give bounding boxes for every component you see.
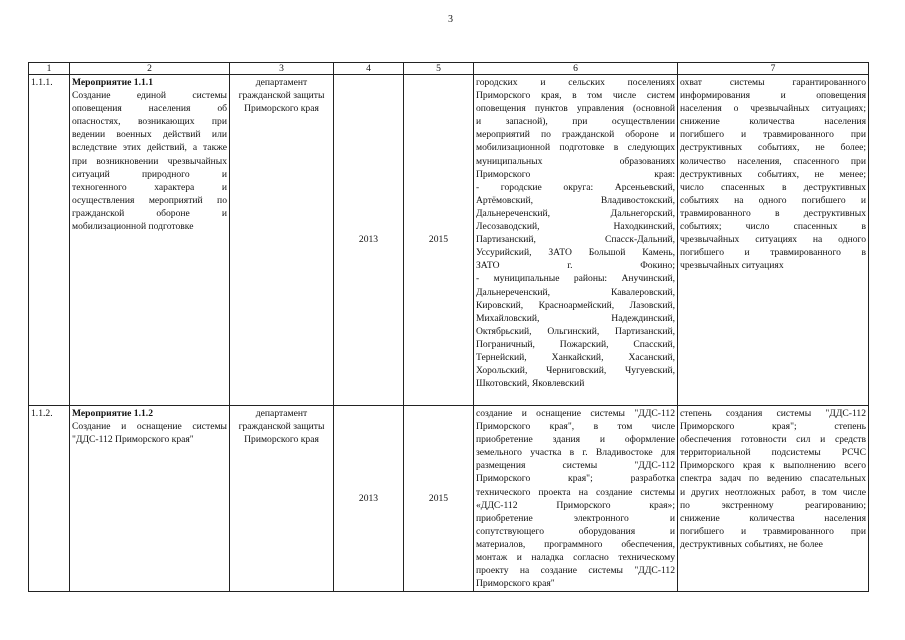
text-line: Приморского края к выполнению всего [680, 460, 866, 472]
content-cell [474, 406, 678, 592]
text-line: Дальнереченский, Кавалеровский, [476, 286, 675, 298]
text-line: муниципальных образованиях [476, 155, 675, 167]
header-cell-4: 4 [334, 63, 404, 75]
text-line: информирования и оповещения [680, 90, 866, 102]
text-line: деструктивных событиях, не менее; [680, 168, 866, 180]
text-line: материалов, программного обеспечения, [476, 538, 675, 550]
header-cell-3: 3 [230, 63, 334, 75]
text-line: мобилизационной подготовке [72, 221, 194, 233]
content-text [476, 76, 675, 390]
table-row [29, 75, 869, 406]
text-line: ситуаций природного и [72, 168, 227, 180]
measure-text [72, 420, 227, 446]
text-line: Пограничный, Пожарский, Спасский, [476, 338, 675, 350]
text-line: техногенного характера и [72, 181, 227, 193]
text-line: Приморского края: [476, 168, 675, 180]
result-cell [678, 406, 869, 592]
text-line: Лесозаводский, Находкинский, [476, 221, 675, 233]
text-line: сопутствующего оборудования и [476, 525, 675, 537]
text-line: приобретение электронного и [476, 512, 675, 524]
text-line: ЗАТО г. Фокино; [476, 260, 675, 272]
table-row [29, 406, 869, 592]
text-line: опасностях, возникающих при [72, 116, 227, 128]
text-line: чрезвычайных ситуациях на одного [680, 234, 866, 246]
text-line: земельного участка в г. Владивостоке для [476, 447, 675, 459]
text-line: - муниципальные районы: Анучинский, [476, 273, 675, 285]
header-cell-6: 6 [474, 63, 678, 75]
text-line: количество населения, спасенного при [680, 155, 866, 167]
measure-title: Мероприятие 1.1.1 [72, 77, 153, 88]
text-line: создание и оснащение системы "ДДС-112 [476, 408, 675, 419]
header-cell-1: 1 [29, 63, 70, 75]
text-line: Создание и оснащение системы [72, 421, 227, 433]
text-line: Шкотовский, Яковлевский [476, 378, 585, 390]
start-year: 2013 [334, 406, 404, 592]
text-line: ведении военных действий или [72, 129, 227, 141]
text-line: снижение количества населения [680, 116, 866, 128]
content-text [476, 407, 675, 590]
text-line: Приморского края"; степень [680, 421, 866, 433]
result-cell [678, 75, 869, 406]
text-line: и других неотложных работ, в том числе [680, 486, 866, 498]
text-line: - городские округа: Арсеньевский, [476, 181, 675, 193]
executor-cell [230, 75, 334, 406]
text-line: проекту на создание системы "ДДС-112 [476, 565, 675, 577]
measure-description [70, 75, 230, 406]
text-line: департамент [255, 77, 308, 88]
text-line: погибшего и травмированного при [680, 129, 866, 141]
text-line: степень создания системы "ДДС-112 [680, 408, 866, 419]
text-line: травмированного в деструктивных [680, 207, 866, 219]
result-text [680, 76, 866, 272]
text-line: Артёмовский, Владивостокский, [476, 194, 675, 206]
executor-text [232, 407, 331, 446]
text-line: департамент [255, 408, 308, 419]
measure-text [72, 89, 227, 233]
executor-cell [230, 406, 334, 592]
text-line: обеспечения готовности сил и средств [680, 434, 866, 446]
start-year: 2013 [334, 75, 404, 406]
text-line: погибшего и травмированного при [680, 525, 866, 537]
header-cell-7: 7 [678, 63, 869, 75]
end-year: 2015 [404, 75, 474, 406]
text-line: гражданской обороне и [72, 207, 227, 219]
measure-description [70, 406, 230, 592]
text-line: при возникновении чрезвычайных [72, 155, 227, 167]
row-number: 1.1.1. [29, 75, 70, 406]
text-line: Приморского края, в том числе систем [476, 90, 675, 102]
text-line: Михайловский, Надеждинский, [476, 312, 675, 324]
text-line: снижение количества населения [680, 512, 866, 524]
text-line: событиях; число спасенных в [680, 221, 866, 233]
content-cell [474, 75, 678, 406]
text-line: технического проекта на создание системы [476, 486, 675, 498]
text-line: число спасенных в деструктивных [680, 181, 866, 193]
text-line: Приморского края"; разработка [476, 473, 675, 485]
measure-title: Мероприятие 1.1.2 [72, 408, 153, 419]
text-line: "ДДС-112 Приморского края" [72, 434, 194, 446]
text-line: гражданской защиты [238, 421, 325, 433]
header-row [29, 63, 869, 75]
text-line: размещения системы "ДДС-112 [476, 460, 675, 472]
text-line: населения о чрезвычайных ситуациях; [680, 103, 866, 115]
text-line: городских и сельских поселениях [476, 77, 675, 88]
text-line: деструктивных событиях, не более; [680, 142, 866, 154]
program-table [28, 62, 869, 592]
text-line: охват системы гарантированного [680, 77, 866, 88]
text-line: и запасной), при осуществлении [476, 116, 675, 128]
text-line: оповещения населения об [72, 103, 227, 115]
text-line: оповещения пунктов управления (основной [476, 103, 675, 115]
text-line: по экстренному реагированию; [680, 499, 866, 511]
executor-text [232, 76, 331, 115]
text-line: гражданской защиты [238, 90, 325, 102]
text-line: погибшего и травмированного в [680, 247, 866, 259]
page-number: 3 [448, 14, 453, 25]
end-year: 2015 [404, 406, 474, 592]
text-line: Приморского края" [476, 578, 555, 590]
text-line: Приморского края", в том числе [476, 421, 675, 433]
text-line: Кировский, Красноармейский, Лазовский, [476, 299, 675, 311]
text-line: деструктивных событиях, не более [680, 538, 823, 550]
text-line: Тернейский, Ханкайский, Хасанский, [476, 351, 675, 363]
result-text [680, 407, 866, 551]
text-line: Дальнереченский, Дальнегорский, [476, 207, 675, 219]
header-cell-5: 5 [404, 63, 474, 75]
text-line: осуществления мероприятий по [72, 194, 227, 206]
text-line: монтаж и наладка согласно техническому [476, 552, 675, 564]
text-line: Уссурийский, ЗАТО Большой Камень, [476, 247, 675, 259]
text-line: «ДДС-112 Приморского края»; [476, 499, 675, 511]
text-line: Приморского края [244, 434, 319, 446]
text-line: спектра задач по ведению спасательных [680, 473, 866, 485]
text-line: мобилизационной подготовке в следующих [476, 142, 675, 154]
text-line: чрезвычайных ситуациях [680, 260, 784, 272]
text-line: приобретение здания и оформление [476, 434, 675, 446]
text-line: Приморского края [244, 103, 319, 115]
text-line: Создание единой системы [72, 90, 227, 102]
row-number: 1.1.2. [29, 406, 70, 592]
text-line: событиях на одного погибшего и [680, 194, 866, 206]
text-line: мероприятий по гражданской обороне и [476, 129, 675, 141]
text-line: Хорольский, Черниговский, Чугуевский, [476, 365, 675, 377]
text-line: территориальной подсистемы РСЧС [680, 447, 866, 459]
text-line: Октябрьский, Ольгинский, Партизанский, [476, 325, 675, 337]
header-cell-2: 2 [70, 63, 230, 75]
text-line: Партизанский, Спасск-Дальний, [476, 234, 675, 246]
text-line: вследствие этих действий, а также [72, 142, 227, 154]
